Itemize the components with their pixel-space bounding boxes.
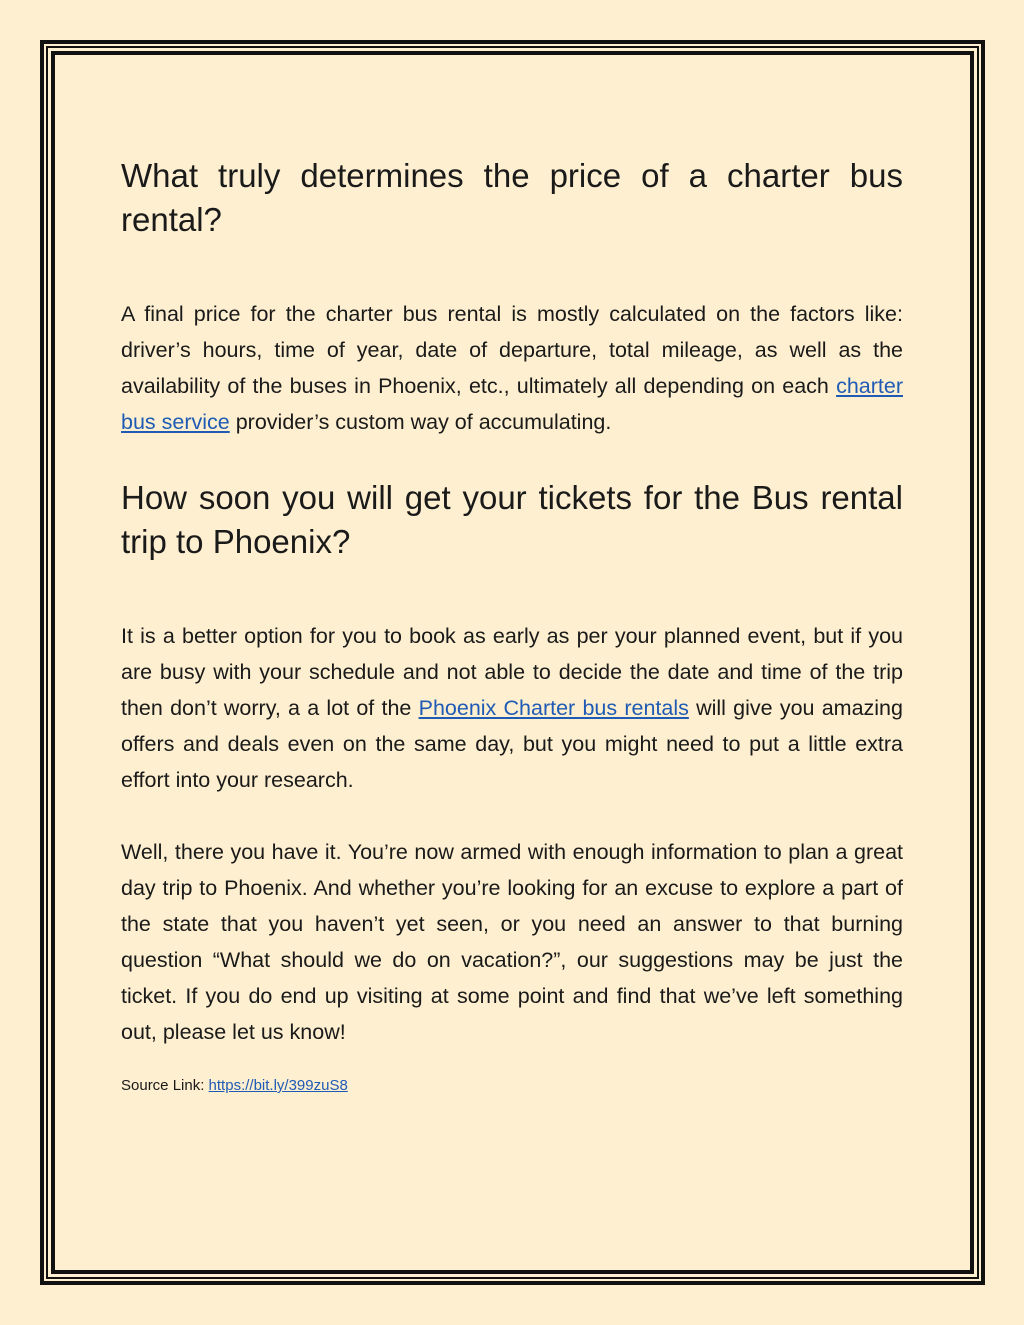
charter-bus-service-link[interactable]: charter bus service — [121, 374, 903, 434]
source-link[interactable]: https://bit.ly/399zuS8 — [208, 1077, 348, 1094]
paragraph-tickets-timing — [121, 618, 903, 798]
paragraph-tickets-text-end: will give you amazing offers and deals even on the same day, but you might need to put a little extra effort into your research. — [121, 696, 903, 792]
paragraph-price-text-end: provider’s custom way of accumulating. — [229, 410, 612, 434]
paragraph-closing: Well, there you have it. You’re now armed with enough information to plan a great day trip to Phoenix. And whether you’re looking for an excuse to explore a part of the state that you haven’t yet seen, or you need an answer to that burning question “What should we do on vacation?”, our suggestions may be just the ticket. If you do end up visiting at some point and find that we’ve left something out, please let us know! — [121, 840, 903, 1044]
source-line — [121, 1076, 903, 1096]
paragraph-price-factors — [121, 296, 903, 440]
heading-tickets-timing: How soon you will get your tickets for the Bus rental trip to Phoenix? — [121, 479, 903, 560]
heading-price-factors: What truly determines the price of a charter bus rental? — [121, 157, 903, 238]
source-label: Source Link: — [121, 1077, 209, 1094]
phoenix-charter-bus-rentals-link[interactable]: Phoenix Charter bus rentals — [418, 696, 689, 720]
document-content — [121, 154, 903, 1096]
paragraph-price-text-start: A final price for the charter bus rental is mostly calculated on the factors like: driver’s hours, time of year, date of departure, total mileage, as well as the availability of the buses in Phoenix, etc., ultimately all depending on each — [121, 302, 903, 398]
paragraph-tickets-text-start: It is a better option for you to book as early as per your planned event, but if you are busy with your schedule and not able to decide the date and time of the trip then don’t worry, a a lot of the — [121, 624, 903, 720]
